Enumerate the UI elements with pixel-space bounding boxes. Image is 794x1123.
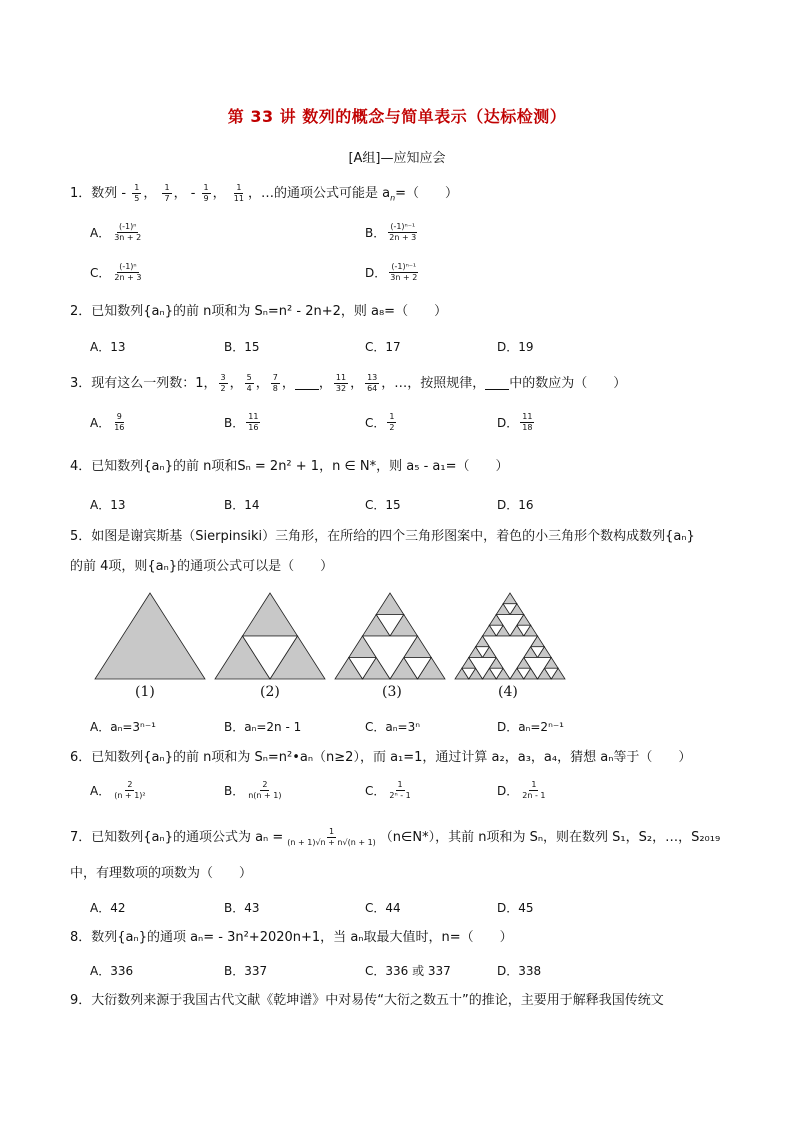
q1-frac-1: $\frac{1}{5}$ xyxy=(134,183,140,203)
q7-option-d[interactable]: D．45 xyxy=(497,901,534,915)
q2-option-c[interactable]: C．17 xyxy=(365,340,401,354)
sierpinski-triangles-figure xyxy=(90,590,580,682)
question-3: 3．现有这么一列数：1， $\frac{3}{2}$ ， $\frac{5}{4}$ ， $\frac{7}{8}$ ， ， $\frac{11}{32}$ ， $\frac{13}{64}$ ，…，按照规律， 中的数应为（ ） xyxy=(70,373,627,393)
q1-stem-b: ，…的通项公式可能是 a xyxy=(247,186,391,201)
q5-option-b[interactable]: B．aₙ=2n - 1 xyxy=(224,720,302,734)
q8-option-c[interactable]: C．336 或 337 xyxy=(365,964,451,978)
q8-option-a[interactable]: A．336 xyxy=(90,964,134,978)
q7-option-c[interactable]: C．44 xyxy=(365,901,401,915)
q1-stem-c: =（ ） xyxy=(395,186,459,201)
q1-option-d[interactable]: D． $\frac{\text{(-1)ⁿ⁻¹}}{3n + 2}$ xyxy=(365,262,418,282)
q1-frac-3: $\frac{1}{9}$ xyxy=(203,183,209,203)
sierpinski-triangle-1 xyxy=(95,593,205,679)
q5-option-a[interactable]: A．aₙ=3ⁿ⁻¹ xyxy=(90,720,156,734)
q6-option-c[interactable]: C． $\frac{1}{\text{2ⁿ - 1}}$ xyxy=(365,780,411,800)
question-4: 4．已知数列{aₙ}的前 n项和Sₙ = 2n² + 1，n ∈ N*，则 a₅ - a₁=（ ） xyxy=(70,459,509,474)
q4-option-c[interactable]: C．15 xyxy=(365,498,401,512)
q1-frac-2: $\frac{1}{7}$ xyxy=(164,183,170,203)
question-1: 1．数列 - $\frac{1}{5}$ ， $\frac{1}{7}$ ， - $\frac{1}{9}$ ， $\frac{1}{11}$ ，…的通项公式可能是 $a_n=$（ ） xyxy=(70,183,459,203)
q2-option-a[interactable]: A．13 xyxy=(90,340,126,354)
q3-option-d[interactable]: D． $\frac{11}{18}$ xyxy=(497,412,533,432)
question-8: 8．数列{aₙ}的通项 aₙ= - 3n²+2020n+1，当 aₙ取最大值时，n=（ ） xyxy=(70,930,513,945)
q7-option-b[interactable]: B．43 xyxy=(224,901,260,915)
sierpinski-triangle-2 xyxy=(243,593,298,636)
q4-option-b[interactable]: B．14 xyxy=(224,498,260,512)
q2-option-b[interactable]: B．15 xyxy=(224,340,260,354)
q1-option-b[interactable]: B． $\frac{\text{(-1)ⁿ⁻¹}}{2n + 3}$ xyxy=(365,222,417,242)
q3-blank-2 xyxy=(485,377,509,390)
figure-label-2: (2) xyxy=(260,684,280,700)
q2-option-d[interactable]: D．19 xyxy=(497,340,534,354)
question-5-line-2: 的前 4项，则{aₙ}的通项公式可以是（ ） xyxy=(70,559,334,574)
question-2: 2．已知数列{aₙ}的前 n项和为 Sₙ=n² - 2n+2，则 a₈=（ ） xyxy=(70,304,448,319)
q3-option-c[interactable]: C． $\frac{1}{2}$ xyxy=(365,412,395,432)
q4-option-a[interactable]: A．13 xyxy=(90,498,126,512)
question-6: 6．已知数列{aₙ}的前 n项和为 Sₙ=n²•aₙ（n≥2），而 a₁=1，通过计算 a₂，a₃，a₄，猜想 aₙ等于（ ） xyxy=(70,750,692,765)
figure-label-3: (3) xyxy=(382,684,402,700)
page-title: 第 33 讲 数列的概念与简单表示（达标检测） xyxy=(227,107,567,126)
sierpinski-triangle-4 xyxy=(503,593,517,604)
question-7-line-2: 中，有理数项的项数为（ ） xyxy=(70,866,253,881)
q1-frac-4: $\frac{1}{11}$ xyxy=(233,183,244,203)
q1-option-c[interactable]: C． $\frac{\text{(-1)ⁿ}}{2n + 3}$ xyxy=(90,262,142,282)
sierpinski-triangle-3 xyxy=(376,593,404,615)
q6-option-d[interactable]: D． $\frac{1}{2n - 1}$ xyxy=(497,780,546,800)
question-7: 7．已知数列{aₙ}的通项公式为 aₙ = $\frac{1}{(n + 1)√n + n√(n + 1)}$ （n∈N*），其前 n项和为 Sₙ，则在数列 S₁，S₂，…，S₂₀₁₉ xyxy=(70,827,721,847)
figure-label-4: (4) xyxy=(498,684,518,700)
q6-option-a[interactable]: A． $\frac{2}{\text{(n + 1)²}}$ xyxy=(90,780,146,800)
q8-option-b[interactable]: B．337 xyxy=(224,964,268,978)
q8-option-d[interactable]: D．338 xyxy=(497,964,542,978)
q4-option-d[interactable]: D．16 xyxy=(497,498,534,512)
question-9: 9．大衍数列来源于我国古代文献《乾坤谱》中对易传“大衍之数五十”的推论，主要用于解释我国传统文 xyxy=(70,993,664,1008)
q3-option-a[interactable]: A． $\frac{9}{16}$ xyxy=(90,412,125,432)
q5-option-d[interactable]: D．aₙ=2ⁿ⁻¹ xyxy=(497,720,564,734)
q1-stem: 1．数列 - xyxy=(70,186,127,201)
q7-option-a[interactable]: A．42 xyxy=(90,901,126,915)
q5-option-c[interactable]: C．aₙ=3ⁿ xyxy=(365,720,420,734)
section-subtitle: [A组]—应知应会 xyxy=(348,151,446,166)
q6-option-b[interactable]: B． $\frac{2}{n(n + 1)}$ xyxy=(224,780,282,800)
q1-option-a[interactable]: A． $\frac{\text{(-1)ⁿ}}{3n + 2}$ xyxy=(90,222,142,242)
figure-label-1: (1) xyxy=(135,684,155,700)
q3-blank-1 xyxy=(295,377,319,390)
question-5-line-1: 5．如图是谢宾斯基（Sierpinsiki）三角形，在所给的四个三角形图案中，着色的小三角形个数构成数列{aₙ} xyxy=(70,529,695,544)
q3-option-b[interactable]: B． $\frac{11}{16}$ xyxy=(224,412,259,432)
